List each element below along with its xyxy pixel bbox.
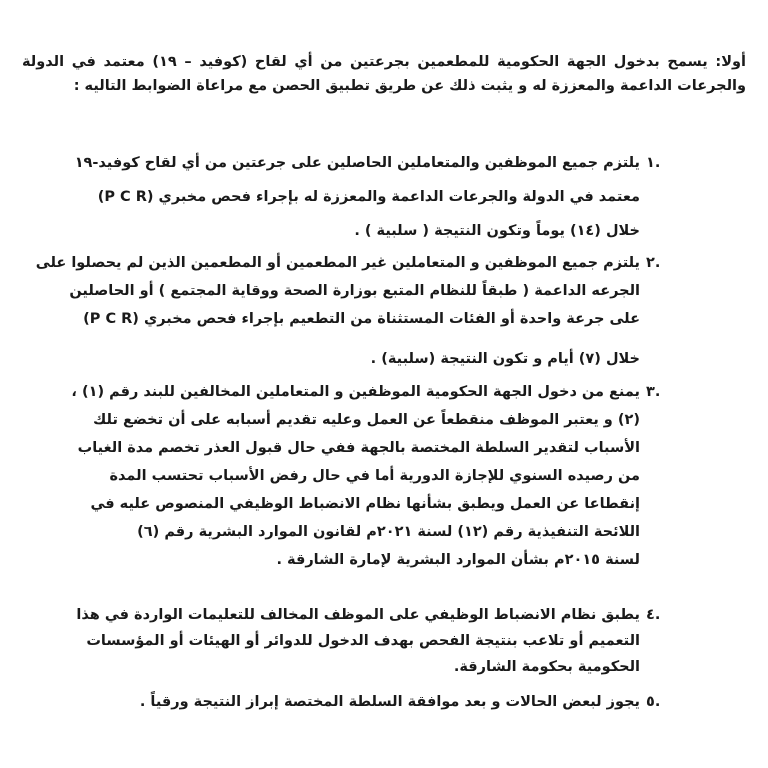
list-item: [22, 378, 768, 574]
item-line: يمنع من دخول الجهة الحكومية الموظفين و المتعاملين المخالفين للبند رقم (١) ،: [71, 384, 640, 400]
item-number: ٥.: [646, 694, 661, 710]
item-line: يلتزم جميع الموظفين والمتعاملين الحاصلين على جرعتين من أي لقاح كوفيد-١٩: [74, 155, 640, 171]
item-line: خلال (٧) أيام و تكون النتيجة (سلبية) .: [370, 351, 640, 367]
item-line: لسنة ٢٠١٥م بشأن الموارد البشرية لإمارة الشارقة .: [276, 552, 640, 568]
item-number: ٣.: [646, 384, 661, 400]
item-text: [22, 249, 640, 373]
item-line: معتمد في الدولة والجرعات الداعمة والمعززة له بإجراء فحص مخبري (P C R): [97, 189, 640, 205]
item-line: التعميم أو تلاعب بنتيجة الفحص بهدف الدخول للدوائر أو الهيئات أو المؤسسات: [86, 633, 640, 649]
item-text: [22, 602, 640, 680]
item-line: الأسباب لتقدير السلطة المختصة بالجهة ففي حال قبول العذر تخصم مدة الغياب: [77, 440, 640, 456]
item-line: اللائحة التنفيذية رقم (١٢) لسنة ٢٠٢١م لقانون الموارد البشرية رقم (٦): [137, 524, 640, 540]
intro-paragraph: أولا: يسمح بدخول الجهة الحكومية للمطعمين بجرعتين من أي لقاح (كوفيد – ١٩) معتمد في الدولة والجرعات الداعمة والمعززة له و يثبت ذلك عن طريق تطبيق الحصن مع مراعاة الضوابط التاليه :: [22, 54, 747, 94]
item-line: يجوز لبعض الحالات و بعد موافقة السلطة المختصة إبراز النتيجة ورقياً .: [139, 694, 640, 710]
item-line: على جرعة واحدة أو الفئات المستثناة من التطعيم بإجراء فحص مخبري (P C R): [83, 311, 640, 327]
item-line: الجرعه الداعمة ( طبقاً للنظام المتبع بوزارة الصحة ووقاية المجتمع ) أو الحاصلين: [69, 283, 640, 299]
list-item: [22, 249, 768, 373]
item-text: [22, 689, 640, 715]
item-number: ٤.: [646, 607, 661, 623]
list-item: [22, 602, 768, 680]
item-line: من رصيده السنوي للإجازة الدورية أما في حال رفض الأسباب تحتسب المدة: [109, 468, 640, 484]
list-item: [22, 689, 768, 715]
item-line: إنقطاعا عن العمل ويطبق بشأنها نظام الانضباط الوظيفي المنصوص عليه في: [90, 496, 640, 512]
item-line: خلال (١٤) يوماً وتكون النتيجة ( سلبية ) .: [354, 223, 640, 239]
item-line: يطبق نظام الانضباط الوظيفي على الموظف المخالف للتعليمات الواردة في هذا: [76, 607, 640, 623]
item-line: يلتزم جميع الموظفين و المتعاملين غير المطعمين أو المطعمين الذين لم يحصلوا على: [35, 255, 640, 271]
item-text: [22, 146, 640, 248]
item-number: ٢.: [646, 255, 661, 271]
list-item: [22, 146, 768, 248]
item-line: (٢) و يعتبر الموظف منقطعاً عن العمل وعليه تقديم أسبابه على أن تخضع تلك: [93, 412, 640, 428]
item-line: الحكومية بحكومة الشارقة.: [453, 659, 640, 675]
item-number: ١.: [646, 155, 661, 171]
item-text: [22, 378, 640, 574]
